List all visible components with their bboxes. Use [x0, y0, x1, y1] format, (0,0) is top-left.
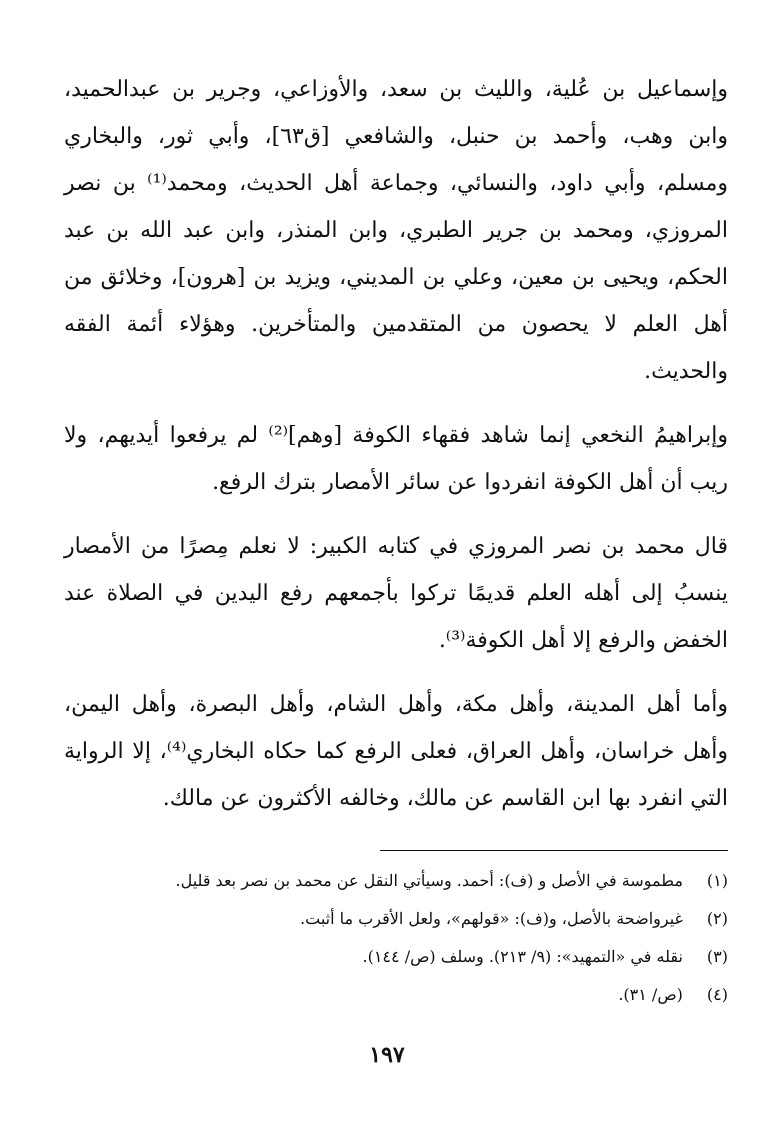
footnote-number: (٣): [706, 947, 728, 966]
paragraph: وأما أهل المدينة، وأهل مكة، وأهل الشام، وأهل البصرة، وأهل اليمن، وأهل خراسان، وأهل العراق، فعلى الرفع كما حكاه البخاري⁽⁴⁾، إلا الرواية التي انفرد بها ابن القاسم عن مالك، وخالفه الأكثرون عن مالك.: [64, 692, 728, 811]
footnote: [64, 976, 728, 1014]
footnote-text: غيرواضحة بالأصل، و(ف): «قولهم»، ولعل الأقرب ما أثبت.: [300, 909, 683, 928]
footnote: [64, 900, 728, 938]
paragraph: وإسماعيل بن عُلية، والليث بن سعد، والأوزاعي، وجرير بن عبدالحميد، وابن وهب، وأحمد بن حنبل، والشافعي [ق٦٣]، وأبي ثور، والبخاري ومسلم، وأبي داود، والنسائي، وجماعة أهل الحديث، ومحمد⁽¹⁾ بن نصر المروزي، ومحمد بن جرير الطبري، وابن المنذر، وابن عبد الله بن عبد الحكم، ويحيى بن معين، وعلي بن المديني، ويزيد بن [هرون]، وخلائق من أهل العلم لا يحصون من المتقدمين والمتأخرين. وهؤلاء أئمة الفقه والحديث.: [64, 77, 729, 384]
footnote-text: مطموسة في الأصل و (ف): أحمد. وسيأتي النقل عن محمد بن نصر بعد قليل.: [175, 871, 683, 890]
footnote-number: (٤): [706, 985, 728, 1004]
footnote: [64, 938, 728, 976]
page-number: ١٩٧: [369, 1042, 405, 1068]
footnote-text: (ص/ ٣١).: [618, 985, 683, 1004]
footnotes: [64, 862, 728, 1014]
footnote-separator: [380, 850, 728, 851]
paragraph: قال محمد بن نصر المروزي في كتابه الكبير: لا نعلم مِصرًا من الأمصار ينسبُ إلى أهله العلم قديمًا تركوا بأجمعهم رفع اليدين في الصلاة عند الخفض والرفع إلا أهل الكوفة⁽³⁾.: [64, 534, 728, 653]
footnote-number: (١): [706, 871, 728, 890]
main-text: [64, 66, 728, 822]
footnote-number: (٢): [706, 909, 728, 928]
footnote-text: نقله في «التمهيد»: (٩/ ٢١٣). وسلف (ص/ ١٤٤).: [362, 947, 683, 966]
footnote: [64, 862, 728, 900]
paragraph: وإبراهيمُ النخعي إنما شاهد فقهاء الكوفة [وهم]⁽²⁾ لم يرفعوا أيديهم، ولا ريب أن أهل الكوفة انفردوا عن سائر الأمصار بترك الرفع.: [64, 423, 728, 495]
